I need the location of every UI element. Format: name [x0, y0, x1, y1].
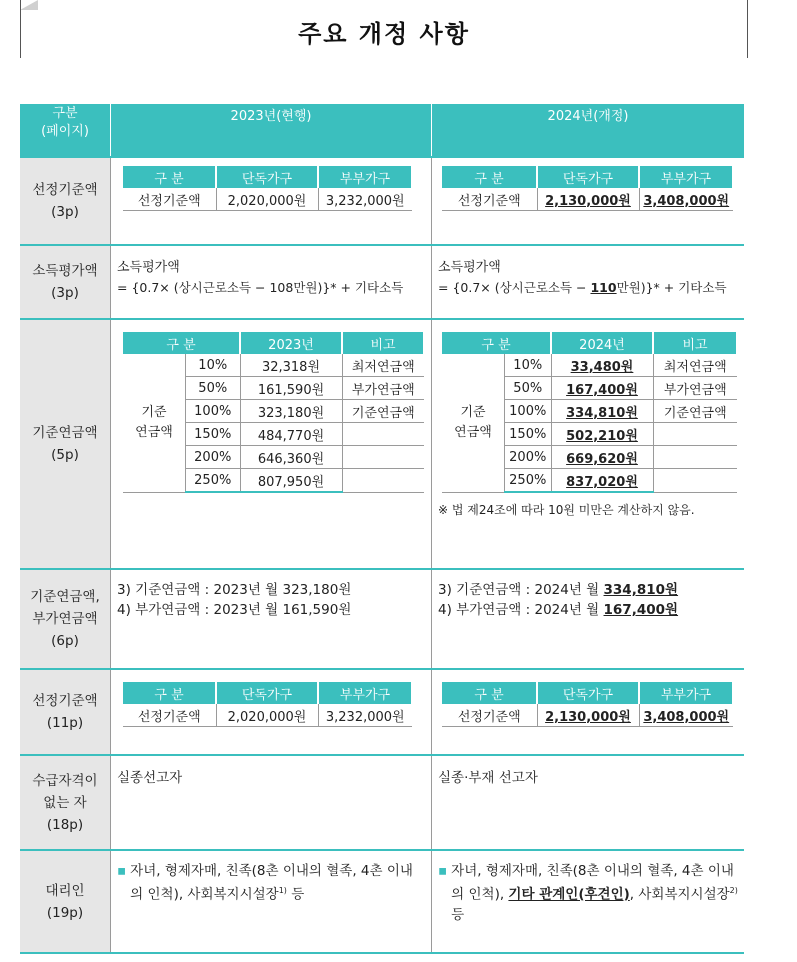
bullet-icon: ▪	[438, 863, 448, 879]
value-2024-couple: 3,408,000원	[639, 188, 733, 211]
footnote-mark-1: 1)	[278, 886, 287, 895]
selection-table-2023	[123, 166, 413, 211]
cell-2024-selection	[432, 157, 745, 245]
amount-cell: 323,180원	[240, 400, 342, 423]
sub-header-couple: 부부가구	[318, 682, 412, 704]
table-row	[123, 354, 424, 377]
cell-2024-agent	[432, 850, 745, 953]
value-2024-couple: 3,408,000원	[639, 704, 733, 727]
pct-cell: 200%	[505, 446, 552, 469]
row-label-base-pension-5p: 기준연금액 (5p)	[20, 319, 111, 569]
row-label-selection-3p: 선정기준액 (3p)	[20, 157, 111, 245]
income-formula-changed: 110	[590, 280, 617, 295]
note-cell: 부가연금액	[653, 377, 737, 400]
cell-2023-base-pension	[111, 319, 432, 569]
amount-cell: 167,400원	[551, 377, 653, 400]
amount-cell: 484,770원	[240, 423, 342, 446]
row-label-agent-19p: 대리인 (19p)	[20, 850, 111, 953]
extra-amount-2024	[438, 600, 738, 620]
amount-cell: 502,210원	[551, 423, 653, 446]
bullet-icon: ▪	[117, 863, 127, 879]
pct-cell: 50%	[505, 377, 552, 400]
cell-2023-pension-6p	[111, 569, 432, 669]
footnote-mark-2: 2)	[729, 886, 738, 895]
note-cell	[342, 423, 424, 446]
sub-header-single: 단독가구	[537, 166, 639, 188]
footnote-rounding: ※ 법 제24조에 따라 10원 미만은 계산하지 않음.	[438, 503, 695, 517]
row-label-selection-11p: 선정기준액 (11p)	[20, 669, 111, 755]
sub-row-label: 선정기준액	[123, 188, 216, 211]
agent-2024-text	[451, 861, 738, 925]
base-amount-2023: 3) 기준연금액 : 2023년 월 323,180원	[117, 582, 352, 598]
income-formula-2023: = {0.7× (상시근로소득 − 108만원)}* + 기타소득	[117, 280, 404, 295]
amount-cell: 646,360원	[240, 446, 342, 469]
row-label-ineligible-18p: 수급자격이 없는 자 (18p)	[20, 755, 111, 850]
agent-2024-changed: 기타 관계인(후견인)	[508, 886, 630, 903]
amount-cell: 837,020원	[551, 469, 653, 493]
agent-2023-main: 자녀, 형제자매, 친족(8촌 이내의 혈족, 4촌 이내의 인척), 사회복지시설장	[130, 863, 413, 903]
selection-table-2024	[442, 166, 734, 211]
note-cell	[653, 446, 737, 469]
sub-row-label: 선정기준액	[123, 704, 216, 727]
value-2024-single: 2,130,000원	[537, 704, 639, 727]
extra-amount-2024-value: 167,400원	[603, 602, 679, 618]
note-cell: 최저연금액	[653, 354, 737, 377]
agent-2023-text	[130, 861, 425, 905]
agent-2024-mid: , 사회복지시설장	[629, 886, 730, 903]
note-cell: 부가연금액	[342, 377, 424, 400]
note-cell: 기준연금액	[342, 400, 424, 423]
sub-header-gubun: 구 분	[123, 332, 240, 354]
cell-2023-selection	[111, 157, 432, 245]
pct-cell: 10%	[505, 354, 552, 377]
sub-header-gubun: 구 분	[123, 166, 216, 188]
sub-header-gubun: 구 분	[123, 682, 216, 704]
amount-cell: 669,620원	[551, 446, 653, 469]
note-cell	[653, 423, 737, 446]
income-formula-post: 만원)}* + 기타소득	[616, 280, 727, 295]
sub-header-gubun: 구 분	[442, 682, 537, 704]
row-label-income-3p: 소득평가액 (3p)	[20, 245, 111, 319]
sub-row-label: 기준 연금액	[442, 354, 505, 492]
cell-2024-income	[432, 245, 745, 319]
cell-2024-selection-11p	[432, 669, 745, 755]
amount-cell: 807,950원	[240, 469, 342, 493]
pct-cell: 10%	[186, 354, 241, 377]
cell-2024-pension-6p	[432, 569, 745, 669]
cell-2023-ineligible: 실종선고자	[111, 755, 432, 850]
sub-row-label: 선정기준액	[442, 704, 537, 727]
note-cell	[342, 469, 424, 493]
amount-cell: 33,480원	[551, 354, 653, 377]
pct-cell: 200%	[186, 446, 241, 469]
value-2023-couple: 3,232,000원	[318, 704, 412, 727]
header-2024: 2024년(개정)	[432, 104, 745, 157]
pct-cell: 250%	[505, 469, 552, 493]
sub-header-couple: 부부가구	[639, 166, 733, 188]
row-label-pension-6p: 기준연금액, 부가연금액 (6p)	[20, 569, 111, 669]
pct-cell: 50%	[186, 377, 241, 400]
sub-header-gubun: 구 분	[442, 166, 537, 188]
sub-header-year: 2024년	[551, 332, 653, 354]
table-row	[442, 354, 737, 377]
header-gubun: 구분 (페이지)	[20, 104, 111, 157]
header-2023: 2023년(현행)	[111, 104, 432, 157]
note-cell: 최저연금액	[342, 354, 424, 377]
value-2023-single: 2,020,000원	[216, 704, 318, 727]
value-2023-single: 2,020,000원	[216, 188, 318, 211]
pct-cell: 150%	[186, 423, 241, 446]
amount-cell: 161,590원	[240, 377, 342, 400]
title-box	[20, 0, 748, 58]
agent-2024-tail: 등	[451, 906, 465, 923]
income-formula-2024	[438, 278, 738, 298]
selection-table-2023-11p	[123, 682, 413, 727]
sub-header-couple: 부부가구	[639, 682, 733, 704]
cell-2023-income	[111, 245, 432, 319]
pct-cell: 100%	[505, 400, 552, 423]
value-2023-couple: 3,232,000원	[318, 188, 412, 211]
note-cell	[342, 446, 424, 469]
note-cell: 기준연금액	[653, 400, 737, 423]
page-title: 주요 개정 사항	[298, 20, 470, 48]
income-formula-pre: = {0.7× (상시근로소득 −	[438, 280, 591, 295]
value-2024-single: 2,130,000원	[537, 188, 639, 211]
sub-row-label: 선정기준액	[442, 188, 537, 211]
agent-2023-tail: 등	[286, 886, 305, 903]
sub-header-single: 단독가구	[216, 166, 318, 188]
selection-table-2024-11p	[442, 682, 734, 727]
sub-header-year: 2023년	[240, 332, 342, 354]
revision-table	[20, 104, 744, 954]
agent-2024-main: 자녀, 형제자매, 친족(8촌 이내의 혈족, 4촌 이내의 인척),	[451, 863, 734, 903]
sub-header-couple: 부부가구	[318, 166, 412, 188]
cell-2024-ineligible: 실종·부재 선고자	[432, 755, 745, 850]
extra-amount-2024-text: 4) 부가연금액 : 2024년 월	[438, 602, 604, 618]
amount-cell: 32,318원	[240, 354, 342, 377]
base-amount-2024	[438, 580, 738, 600]
pct-cell: 100%	[186, 400, 241, 423]
income-label-2024: 소득평가액	[438, 260, 501, 275]
income-label-2023: 소득평가액	[117, 260, 180, 275]
pct-cell: 150%	[505, 423, 552, 446]
cell-2023-agent	[111, 850, 432, 953]
sub-header-single: 단독가구	[537, 682, 639, 704]
sub-header-note: 비고	[653, 332, 737, 354]
sub-row-label: 기준 연금액	[123, 354, 186, 492]
base-amount-2024-text: 3) 기준연금액 : 2024년 월	[438, 582, 604, 598]
amount-cell: 334,810원	[551, 400, 653, 423]
base-amount-2024-value: 334,810원	[603, 582, 679, 598]
base-pension-table-2023	[123, 332, 425, 493]
pct-cell: 250%	[186, 469, 241, 493]
note-cell	[653, 469, 737, 493]
extra-amount-2023: 4) 부가연금액 : 2023년 월 161,590원	[117, 602, 352, 618]
sub-header-single: 단독가구	[216, 682, 318, 704]
base-pension-table-2024	[442, 332, 738, 493]
cell-2024-base-pension	[432, 319, 745, 569]
sub-header-gubun: 구 분	[442, 332, 551, 354]
cell-2023-selection-11p	[111, 669, 432, 755]
sub-header-note: 비고	[342, 332, 424, 354]
